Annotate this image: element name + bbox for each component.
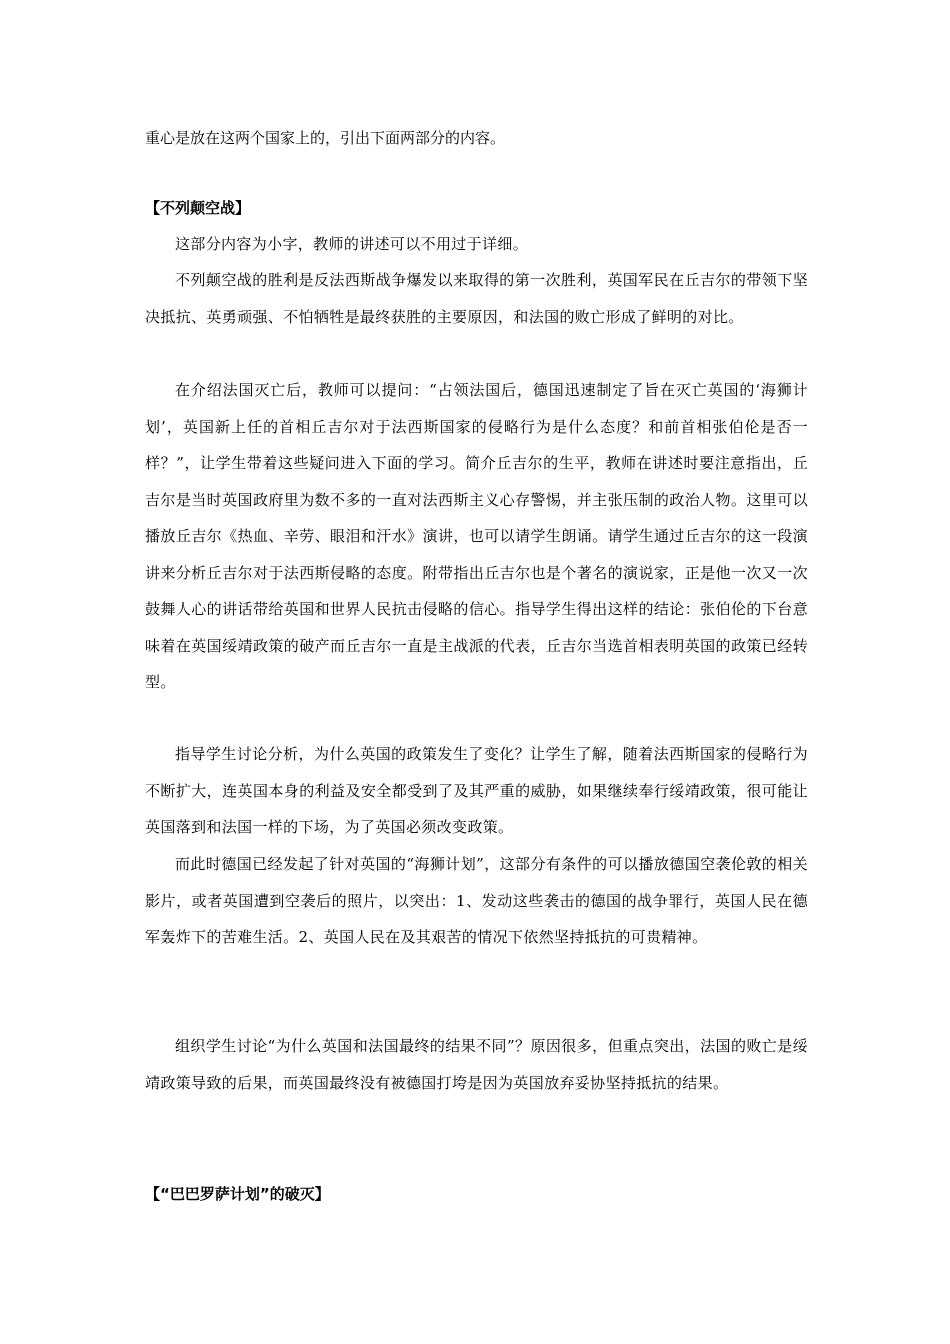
paragraph-3: 在介绍法国灭亡后，教师可以提问：“占领法国后，德国迅速制定了旨在灭亡英国的‘海狮计划’，英国新上任的首相丘吉尔对于法西斯国家的侵略行为是什么态度？和前首相张伯伦是否一样？”，让学生带着这些疑问进入下面的学习。简介丘吉尔的生平，教师在讲述时要注意指出，丘吉尔是当时英国政府里为数不多的一直对法西斯主义心存警惕，并主张压制的政治人物。这里可以播放丘吉尔《热血、辛劳、眼泪和汗水》演讲，也可以请学生朗诵。请学生通过丘吉尔的这一段演讲来分析丘吉尔对于法西斯侵略的态度。附带指出丘吉尔也是个著名的演说家，正是他一次又一次鼓舞人心的讲话带给英国和世界人民抗击侵略的信心。指导学生得出这样的结论：张伯伦的下台意味着在英国绥靖政策的破产而丘吉尔一直是主战派的代表，丘吉尔当选首相表明英国的政策已经转型。 xyxy=(145,381,808,691)
paragraph-6: 组织学生讨论“为什么英国和法国最终的结果不同”？原因很多，但重点突出，法国的败亡是绥靖政策导致的后果，而英国最终没有被德国打垮是因为英国放弃妥协坚持抵抗的结果。 xyxy=(145,1037,808,1092)
section-heading-battle-of-britain: 【不列颠空战】 xyxy=(145,199,251,217)
paragraph-2: 不列颠空战的胜利是反法西斯战争爆发以来取得的第一次胜利，英国军民在丘吉尔的带领下坚决抵抗、英勇顽强、不怕牺牲是最终获胜的主要原因，和法国的败亡形成了鲜明的对比。 xyxy=(145,271,808,326)
paragraph-5: 而此时德国已经发起了针对英国的“海狮计划”，这部分有条件的可以播放德国空袭伦敦的相关影片，或者英国遭到空袭后的照片，以突出：1、发动这些袭击的德国的战争罪行，英国人民在德军轰炸下的苦难生活。2、英国人民在及其艰苦的情况下依然坚持抵抗的可贵精神。 xyxy=(145,855,808,946)
section-heading-operation-barbarossa: 【“巴巴罗萨计划”的破灭】 xyxy=(145,1185,330,1203)
paragraph-4: 指导学生讨论分析，为什么英国的政策发生了变化？让学生了解，随着法西斯国家的侵略行为不断扩大，连英国本身的利益及安全都受到了及其严重的威胁，如果继续奉行绥靖政策，很可能让英国落到和法国一样的下场，为了英国必须改变政策。 xyxy=(145,745,808,836)
lead-line: 重心是放在这两个国家上的，引出下面两部分的内容。 xyxy=(145,129,506,147)
paragraph-1: 这部分内容为小字，教师的讲述可以不用过于详细。 xyxy=(175,235,529,253)
